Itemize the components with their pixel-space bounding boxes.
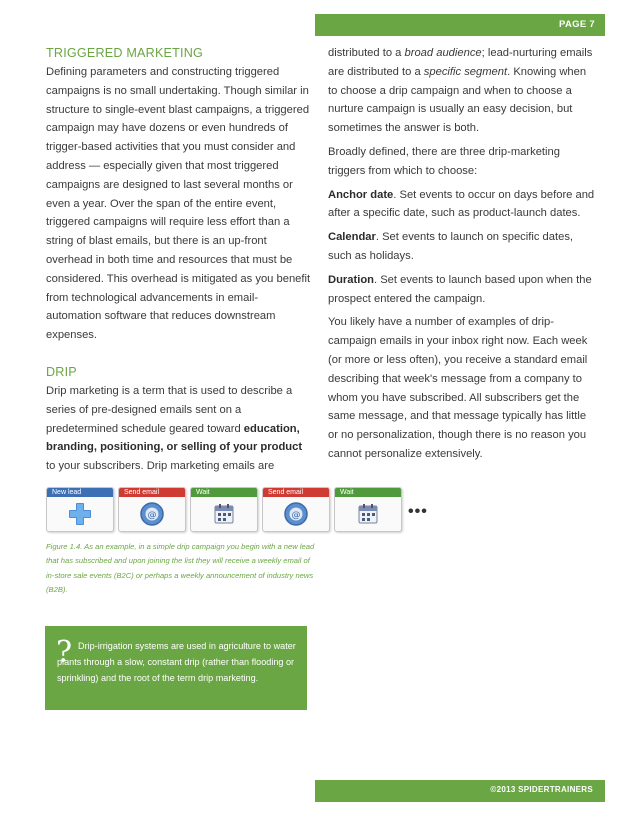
inbox-examples-paragraph: You likely have a number of examples of drip-campaign emails in your inbox right now. Each week (or more or less often), you receive a standard email describing that week's message from a company to whom you have subscribed. All subscribers get the same message, and that message typically has little or no personalization, though there is no reason you cannot personalize extensively. <box>328 316 588 460</box>
flow-step-wait-1 <box>190 487 258 532</box>
flow-step-label: Send email <box>119 488 185 497</box>
footer-bar <box>315 780 605 802</box>
audience-text-c: . Knowing when to choose a drip campaign and when to choose a nurture campaign is usually an easy decision, but sometimes the answer is both. <box>328 65 587 135</box>
drip-body-end: to your subscribers. Drip marketing emails are <box>46 460 275 473</box>
email-icon <box>283 501 309 527</box>
specific-segment-em: specific segment <box>423 65 508 78</box>
header-bar <box>315 14 605 36</box>
flow-step-wait-2 <box>334 487 402 532</box>
page-number: PAGE 7 <box>559 19 595 30</box>
calendar-item <box>328 228 596 266</box>
svg-text:@: @ <box>291 510 301 521</box>
anchor-date-text: . Set events to occur on days before and after a specific date, such as product-launch dates. <box>328 188 595 220</box>
flow-step-label: Wait <box>335 488 401 497</box>
flow-step-new-lead <box>46 487 114 532</box>
triggered-marketing-heading: TRIGGERED MARKETING <box>46 46 204 60</box>
email-icon <box>139 501 165 527</box>
flow-step-send-email-1 <box>118 487 186 532</box>
audience-paragraph <box>328 44 596 138</box>
triggers-intro-paragraph: Broadly defined, there are three drip-marketing triggers from which to choose: <box>328 145 560 177</box>
calendar-term: Calendar <box>328 231 376 244</box>
more-steps-ellipsis: ••• <box>408 503 428 520</box>
right-column <box>328 44 596 469</box>
tip-callout-box <box>45 626 307 710</box>
duration-item <box>328 271 596 309</box>
calendar-icon <box>211 501 237 527</box>
anchor-date-term: Anchor date <box>328 188 394 201</box>
calendar-text: . Set events to launch on specific dates, such as holidays. <box>328 231 574 262</box>
flow-step-label: Send email <box>263 488 329 497</box>
plus-icon <box>67 501 93 527</box>
flow-step-send-email-2 <box>262 487 330 532</box>
svg-text:@: @ <box>147 510 157 521</box>
anchor-date-item <box>328 186 596 224</box>
flow-step-label: Wait <box>191 488 257 497</box>
broad-audience-em: broad audience <box>404 47 482 59</box>
tip-text: Drip-irrigation systems are used in agriculture to water plants through a slow, constant drip (rather than flooding or sprinkling) and the root of the term drip marketing. <box>57 641 296 683</box>
audience-text-a: distributed to a <box>328 47 405 59</box>
question-mark-icon: ? <box>56 635 73 670</box>
left-column <box>46 44 312 482</box>
duration-text: . Set events to launch based upon when the prospect entered the campaign. <box>328 273 592 305</box>
drip-body-bold: education, branding, positioning, or selling of your product <box>46 422 303 454</box>
calendar-icon <box>355 501 381 527</box>
flow-step-label: New lead <box>47 488 113 497</box>
drip-heading: DRIP <box>46 364 77 379</box>
figure-caption: Figure 1.4. As an example, in a simple drip campaign you begin with a new lead that has subscribed and upon joining the list they will receive a weekly email of in-store sale events (B2C) or perhaps a weekly announcement of industry news (B2B). <box>46 542 315 594</box>
drip-body-start: Drip marketing is a term that is used to describe a series of pre-designed emails sent on a predetermined schedule geared toward <box>46 384 293 435</box>
drip-body <box>46 382 312 476</box>
copyright-text: ©2013 SPIDERTRAINERS <box>490 785 593 794</box>
triggered-marketing-body: Defining parameters and constructing triggered campaigns is no small undertaking. Though similar in structure to single-event blast campaigns, a triggered campaign may have dozens or even hundreds of trigger-based activities that you must consider and address — especially given that most triggered campaigns are designed to last several months or even a year. Over the span of the entire event, triggered campaigns will require less effort than a string of blast emails, but there is an up-front overhead in both time and resources that must be considered. This overhead is mitigated as you benefit from technological advancements in email-automation software that reduces downstream expenses. <box>46 66 311 342</box>
audience-text-b: ; lead-nurturing emails are distributed to a <box>328 47 593 78</box>
duration-term: Duration <box>328 273 374 286</box>
